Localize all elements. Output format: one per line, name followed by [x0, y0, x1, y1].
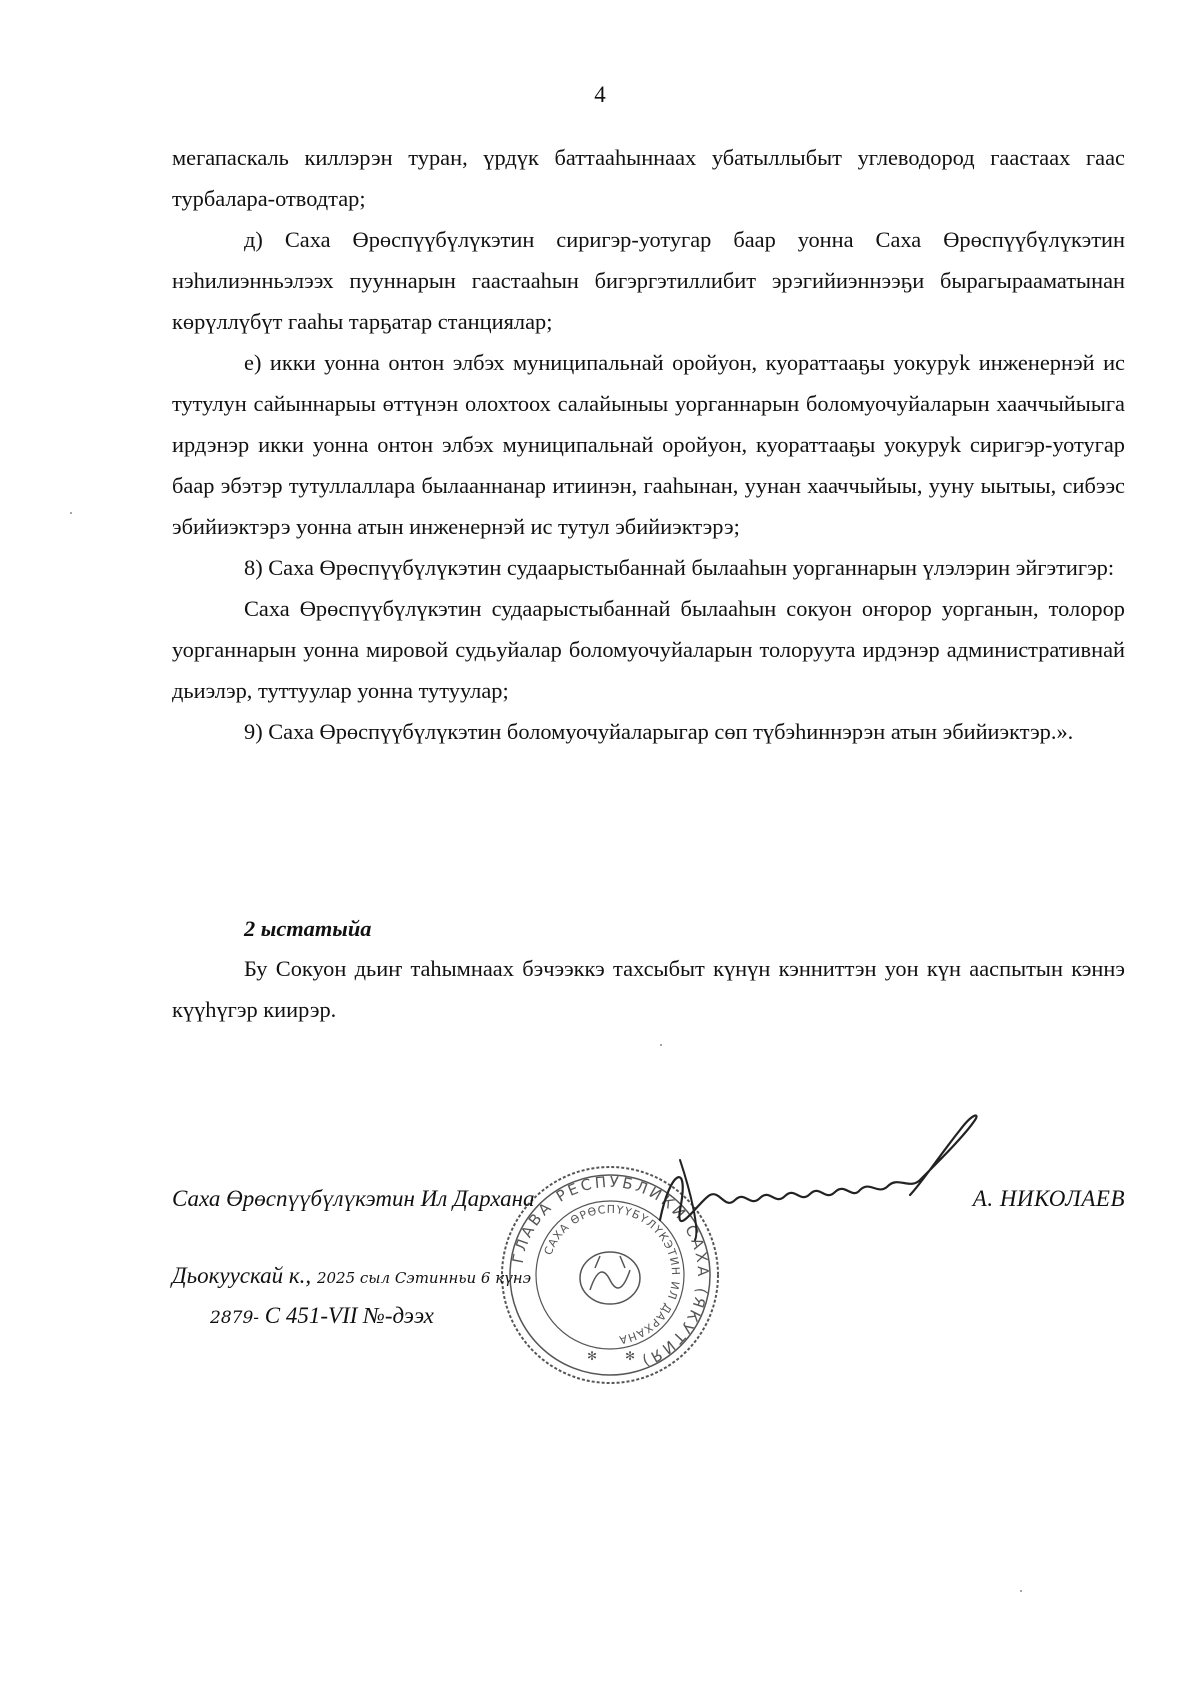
svg-text:✻: ✻	[625, 1349, 636, 1363]
signing-place: Дьокуускай к.,	[172, 1263, 312, 1288]
article-heading: 2 ыстатыйа	[244, 916, 372, 941]
paragraph-item-8: 8) Саха Өрөспүүбүлүкэтин судаарыстыбаннай былааһын уорганнарын үлэлэрин эйгэтигэр:	[244, 555, 1115, 580]
handwritten-signature	[620, 1100, 1020, 1250]
signatory-title: Саха Өрөспүүбүлүкэтин Ил Дарханa	[172, 1186, 535, 1211]
signatory-name: А. НИКОЛАЕВ	[972, 1186, 1125, 1211]
paragraph-item-8-sub: Саха Өрөспүүбүлүкэтин судаарыстыбаннай былааһын сокуон оҥорор уорганын, толорор уорганнарын уонна мировой судьуйалар боломуочуйаларын толоруута ирдэнэр административнай дьиэлэр, туттуулар уонна тутуулар;	[172, 596, 1125, 703]
svg-text:САХА ӨРӨСПҮҮБҮЛҮКЭТИН ИЛ ДАРХА	[542, 1203, 683, 1347]
paragraph-item-e: е) икки уонна онтон элбэх муниципальнай оройуон, куораттааҕы уокуруk инженернэй ис тутулун сайыннарыы өттүнэн олохтоох салайыныы уорганнарын боломуочуйаларын хааччыйыыга ирдэнэр икки уонна онтон элбэх муниципальнай оройуон, куораттааҕы уокуруk сиригэр-уотугар баар эбэтэр тутуллаллара былааннанар итиинэн, гааһынан, уунан хааччыйыы, ууну ыытыы, сибээс эбийиэктэрэ уонна атын инженернэй ис тутул эбийиэктэрэ;	[172, 350, 1125, 539]
page-number: 4	[594, 82, 606, 107]
seal-outer-text: ГЛАВА РЕСПУБЛИКИ САХА (ЯКУТИЯ)	[508, 1172, 713, 1372]
law-body	[172, 137, 1125, 752]
seal-emblem-icon	[580, 1252, 640, 1304]
paragraph-item-d: д) Саха Өрөспүүбүлүкэтин сиригэр-уотугар баар уонна Саха Өрөспүүбүлүкэтин нэһилиэнньэлээх пууннарын гаастааһын бигэргэтиллибит эрэгийиэннээҕи бырагырааматынан көрүллүбүт гааһы тарҕатар станциялар;	[172, 227, 1125, 334]
signing-place-date	[172, 1263, 531, 1289]
scan-speck	[660, 1044, 662, 1046]
scan-speck	[1020, 1590, 1022, 1592]
paragraph-item-9: 9) Саха Өрөспүүбүлүкэтин боломуочуйаларыгар сөп түбэһиннэрэн атын эбийиэктэр.».	[244, 719, 1074, 744]
svg-text:✻: ✻	[587, 1349, 598, 1363]
seal-inner-text: САХА ӨРӨСПҮҮБҮЛҮКЭТИН ИЛ ДАРХАНА	[541, 1202, 683, 1347]
reg-number-text: С 451-VII №-дээх	[264, 1303, 434, 1328]
scan-speck	[70, 512, 72, 514]
handwritten-reg-number: 2879-	[210, 1308, 260, 1328]
svg-text:ГЛАВА РЕСПУБЛИКИ САХА (ЯКУТИЯ)	[509, 1173, 712, 1372]
handwritten-date: 2025 сыл Сэтинньи 6 күнэ	[316, 1269, 532, 1287]
paragraph-continuation: мегапаскаль киллэрэн туран, үрдүк баттааһыннаах убатыллыбыт углеводород гаастаах гаас турбалара-отводтар;	[172, 145, 1125, 211]
registration-number	[210, 1303, 434, 1329]
article-text: Бу Сокуон дьиҥ таһымнаах бэчээккэ тахсыбыт күнүн кэнниттэн уон күн ааспытын кэннэ күүһүгэр киирэр.	[172, 956, 1125, 1022]
